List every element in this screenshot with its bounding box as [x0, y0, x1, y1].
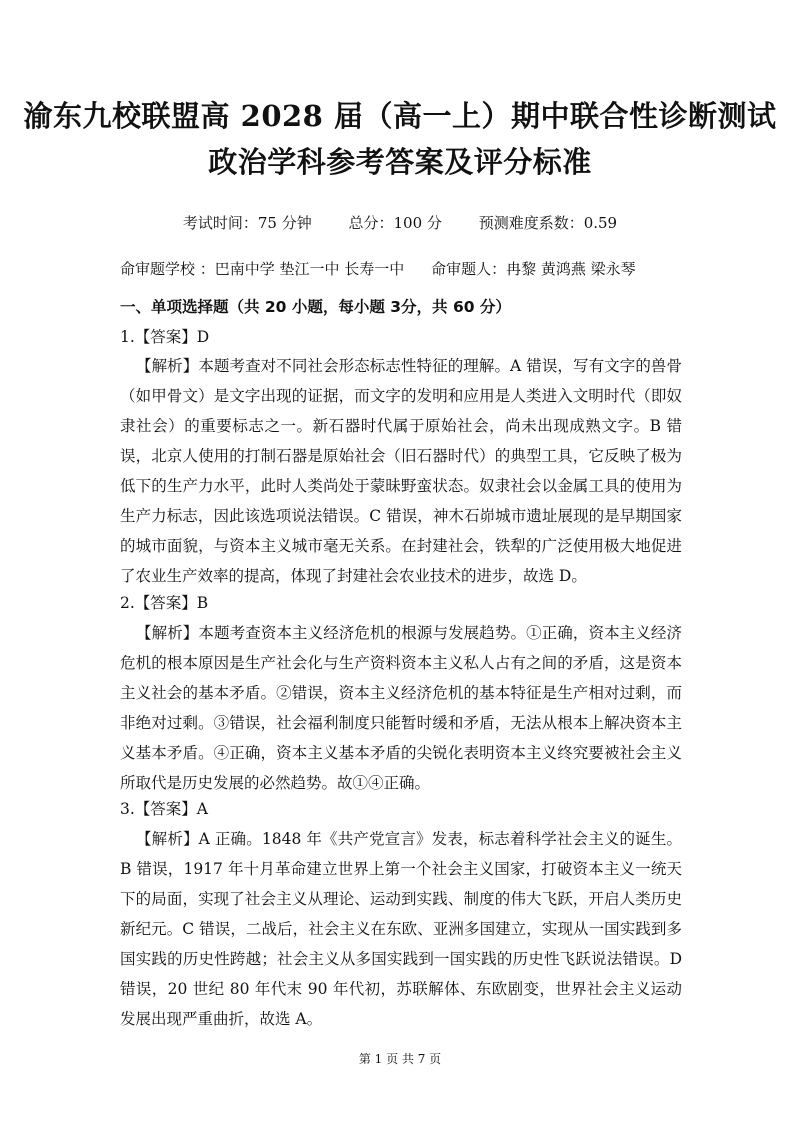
question-3-answer: 3.【答案】A: [120, 800, 208, 818]
question-2-analysis: 【解析】本题考查资本主义经济危机的根源与发展趋势。①正确，资本主义经济危机的根本原因是生产社会化与生产资料资本主义私人占有之间的矛盾，这是资本主义社会的基本矛盾。②错误，资本主义经济危机的基本特征是生产相对过剩，而非绝对过剩。③错误，社会福利制度只能暂时缓和矛盾，无法从根本上解决资本主义基本矛盾。④正确，资本主义基本矛盾的尖锐化表明资本主义终究要被社会主义所取代是历史发展的必然趋势。故①④正确。: [120, 624, 682, 792]
exam-total-score: 总分：100 分: [348, 214, 442, 232]
exam-time: 考试时间：75 分钟: [182, 214, 312, 232]
review-schools: 命审题学校 ：巴南中学 垫江一中 长寿一中: [120, 260, 405, 278]
document-subtitle: 政治学科参考答案及评分标准: [208, 145, 592, 179]
exam-meta: [0, 212, 800, 234]
section-heading: 一、单项选择题（共 20 小题，每小题 3分，共 60 分）: [120, 298, 511, 316]
question-2-answer: 2.【答案】B: [120, 594, 209, 612]
review-people: 命审题人：冉黎 黄鸿燕 梁永琴: [431, 260, 636, 278]
page-number: 第 1 页 共 7 页: [358, 1052, 442, 1066]
authors-line: [120, 258, 658, 280]
question-3-analysis: 【解析】A 正确。1848 年《共产党宣言》发表，标志着科学社会主义的诞生。B 错误，1917 年十月革命建立世界上第一个社会主义国家，打破资本主义一统天下的局面，实现了社会主义从理论、运动到实践、制度的伟大飞跃，开启人类历史新纪元。C 错误，二战后，社会主义在东欧、亚洲多国建立，实现从一国实践到多国实践的历史性跨越；社会主义从多国实践到一国实践的历史性飞跃说法错误。D 错误，20 世纪 80 年代末 90 年代初，苏联解体、东欧剧变，世界社会主义运动发展出现严重曲折，故选 A。: [120, 830, 682, 1028]
question-1-answer: 1.【答案】D: [120, 328, 210, 346]
exam-difficulty: 预测难度系数：0.59: [478, 214, 618, 232]
question-1-analysis: 【解析】本题考查对不同社会形态标志性特征的理解。A 错误，写有文字的兽骨（如甲骨文）是文字出现的证据，而文字的发明和应用是人类进入文明时代（即奴隶社会）的重要标志之一。新石器时代属于原始社会，尚未出现成熟文字。B 错误，北京人使用的打制石器是原始社会（旧石器时代）的典型工具，它反映了极为低下的生产力水平，此时人类尚处于蒙昧野蛮状态。奴隶社会以金属工具的使用为生产力标志，因此该选项说法错误。C 错误，神木石峁城市遗址展现的是早期国家的城市面貌，与资本主义城市毫无关系。在封建社会，铁犁的广泛使用极大地促进了农业生产效率的提高，体现了封建社会农业技术的进步，故选 D。: [120, 357, 682, 585]
document-title: 渝东九校联盟高 2028 届（高一上）期中联合性诊断测试: [23, 99, 777, 133]
